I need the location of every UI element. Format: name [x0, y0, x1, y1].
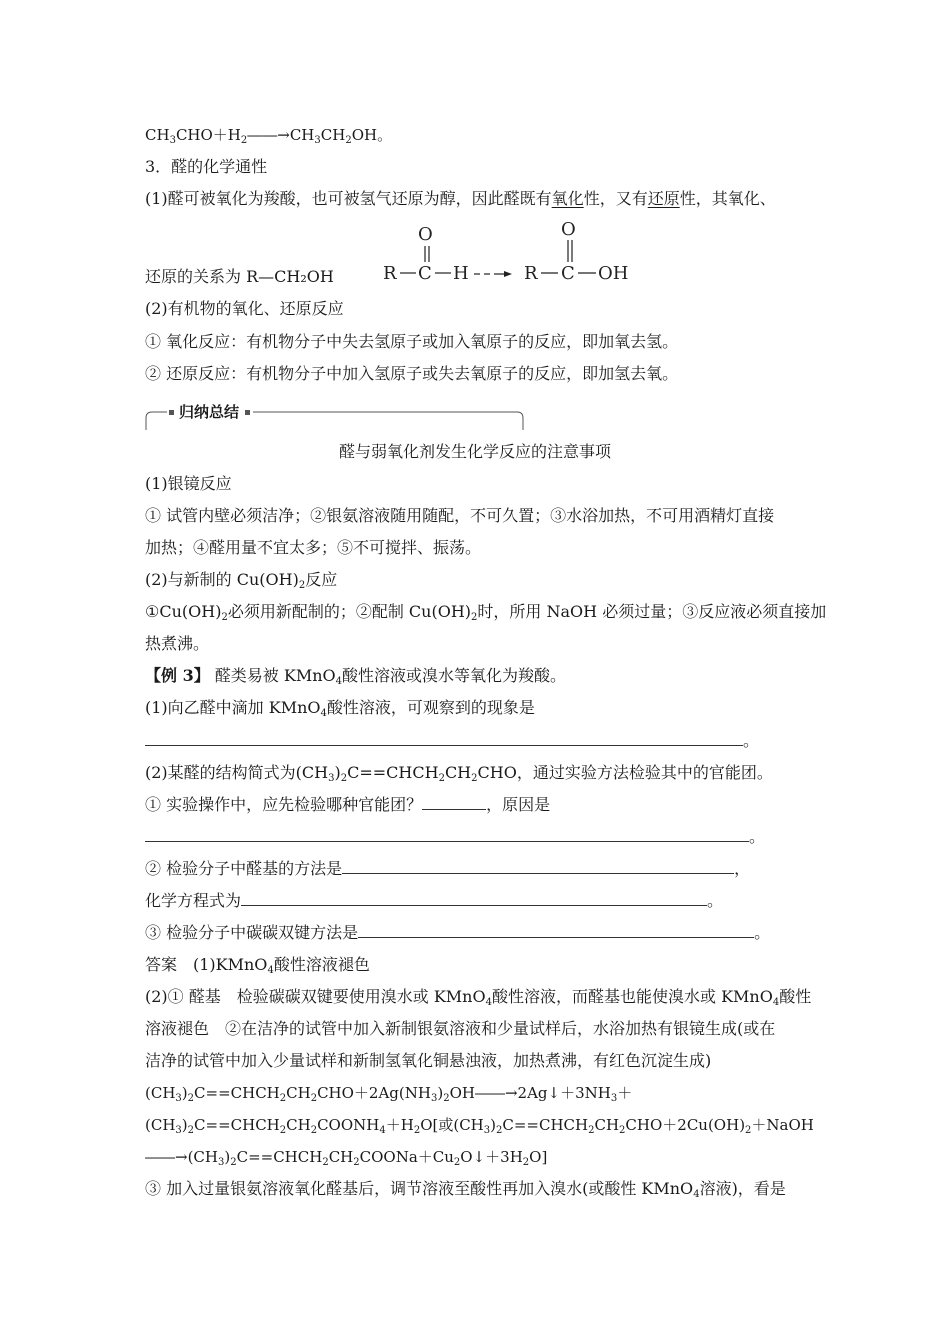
question: ③ 检验分子中碳碳双键方法是 。 — [145, 923, 771, 942]
answer-blank[interactable] — [145, 827, 749, 842]
paragraph: ① 氧化反应：有机物分子中失去氢原子或加入氧原子的反应，即加氧去氢。 — [145, 332, 679, 351]
answer-blank[interactable] — [358, 923, 754, 938]
question: (2)某醛的结构简式为$(CH_3)_2C==CHCH_2CH_2CHO$，通过实验方法检验其中的官能团。 — [145, 763, 773, 784]
svg-text:H: H — [453, 263, 469, 284]
paragraph: ① 试管内壁必须洁净；②银氨溶液随用随配，不可久置；③水浴加热，不可用酒精灯直接 — [145, 506, 775, 525]
example-tag: 【例 3】 — [145, 666, 210, 685]
answer-equation: $――\to(CH_3)_2C==CHCH_2CH_2COONa+Cu_2O↓+3H_2O$] — [145, 1148, 548, 1168]
answer-line: (2)① 醛基 检验碳碳双键要使用溴水或 KMnO$_4$酸性溶液，而醛基也能使溴水或 KMnO$_4$酸性 — [145, 987, 812, 1008]
answer-line: 洁净的试管中加入少量试样和新制氢氧化铜悬浊液，加热煮沸，有红色沉淀生成) — [145, 1051, 712, 1070]
answer-equation: $(CH_3)_2C==CHCH_2CH_2CHO+2Ag(NH_3)_2OH――\to 2Ag↓+3NH_3+$ — [145, 1084, 633, 1104]
svg-text:C: C — [418, 263, 432, 284]
answer-equation: $(CH_3)_2C==CHCH_2CH_2COONH_4+H_2O$[或$(CH_3)_2C==CHCH_2CH_2CHO+2Cu(OH)_2+NaOH$ — [145, 1116, 814, 1136]
paragraph: 加热；④醛用量不宜太多；⑤不可搅拌、振荡。 — [145, 538, 482, 557]
answer-blank-line: 。 — [145, 826, 765, 848]
paragraph: (1)醛可被氧化为羧酸，也可被氢气还原为醇，因此醛既有氧化性，又有还原性，其氧化、 — [145, 189, 776, 208]
svg-text:O: O — [418, 224, 433, 245]
paragraph: (2)与新制的 $Cu(OH)_2$反应 — [145, 570, 338, 591]
question: ① 实验操作中，应先检验哪种官能团？ ，原因是 — [145, 795, 551, 814]
summary-label: 归纳总结 — [175, 402, 243, 422]
svg-text:C: C — [561, 263, 575, 284]
summary-title: 醛与弱氧化剂发生化学反应的注意事项 — [338, 442, 611, 461]
equation-line: $CH_3CHO+H_2――\to CH_3CH_2OH$。 — [145, 126, 393, 146]
svg-text:R: R — [383, 263, 397, 284]
question: (1)向乙醛中滴加 KMnO$_4$酸性溶液，可观察到的现象是 — [145, 698, 535, 719]
paragraph: 热煮沸。 — [145, 634, 210, 653]
aldehyde-oxidation-formula — [378, 218, 648, 288]
paragraph: (2)有机物的氧化、还原反应 — [145, 299, 344, 318]
paragraph: (1)银镜反应 — [145, 474, 232, 493]
answer-line: 答案 (1)KMnO$_4$酸性溶液褪色 — [145, 955, 370, 976]
answer-blank[interactable] — [422, 795, 486, 810]
answer-blank[interactable] — [342, 859, 734, 874]
answer-line: ③ 加入过量银氨溶液氧化醛基后，调节溶液至酸性再加入溴水(或酸性 KMnO$_4$溶液)，看是 — [145, 1179, 786, 1200]
question: 化学方程式为 。 — [145, 891, 724, 910]
paragraph: $①Cu(OH)_2$必须用新配制的；②配制 $Cu(OH)_2$时，所用 NaOH 必须过量；③反应液必须直接加 — [145, 602, 827, 623]
paragraph: ② 还原反应：有机物分子中加入氢原子或失去氧原子的反应，即加氢去氧。 — [145, 364, 679, 383]
answer-blank[interactable] — [241, 891, 707, 906]
section-heading: 3．醛的化学通性 — [145, 157, 268, 176]
answer-line: 溶液褪色 ②在洁净的试管中加入新制银氨溶液和少量试样后，水浴加热有银镜生成(或在 — [145, 1019, 776, 1038]
paragraph: 还原的关系为 R—CH₂OH — [145, 267, 334, 286]
answer-blank-line: 。 — [145, 730, 759, 752]
answer-blank[interactable] — [145, 731, 743, 746]
example-intro: 【例 3】 醛类易被 KMnO$_4$酸性溶液或溴水等氧化为羧酸。 — [145, 666, 567, 687]
svg-text:O: O — [561, 219, 576, 240]
question: ② 检验分子中醛基的方法是 ， — [145, 859, 751, 878]
summary-header — [145, 402, 525, 432]
svg-text:R: R — [524, 263, 538, 284]
svg-text:OH: OH — [598, 263, 629, 284]
